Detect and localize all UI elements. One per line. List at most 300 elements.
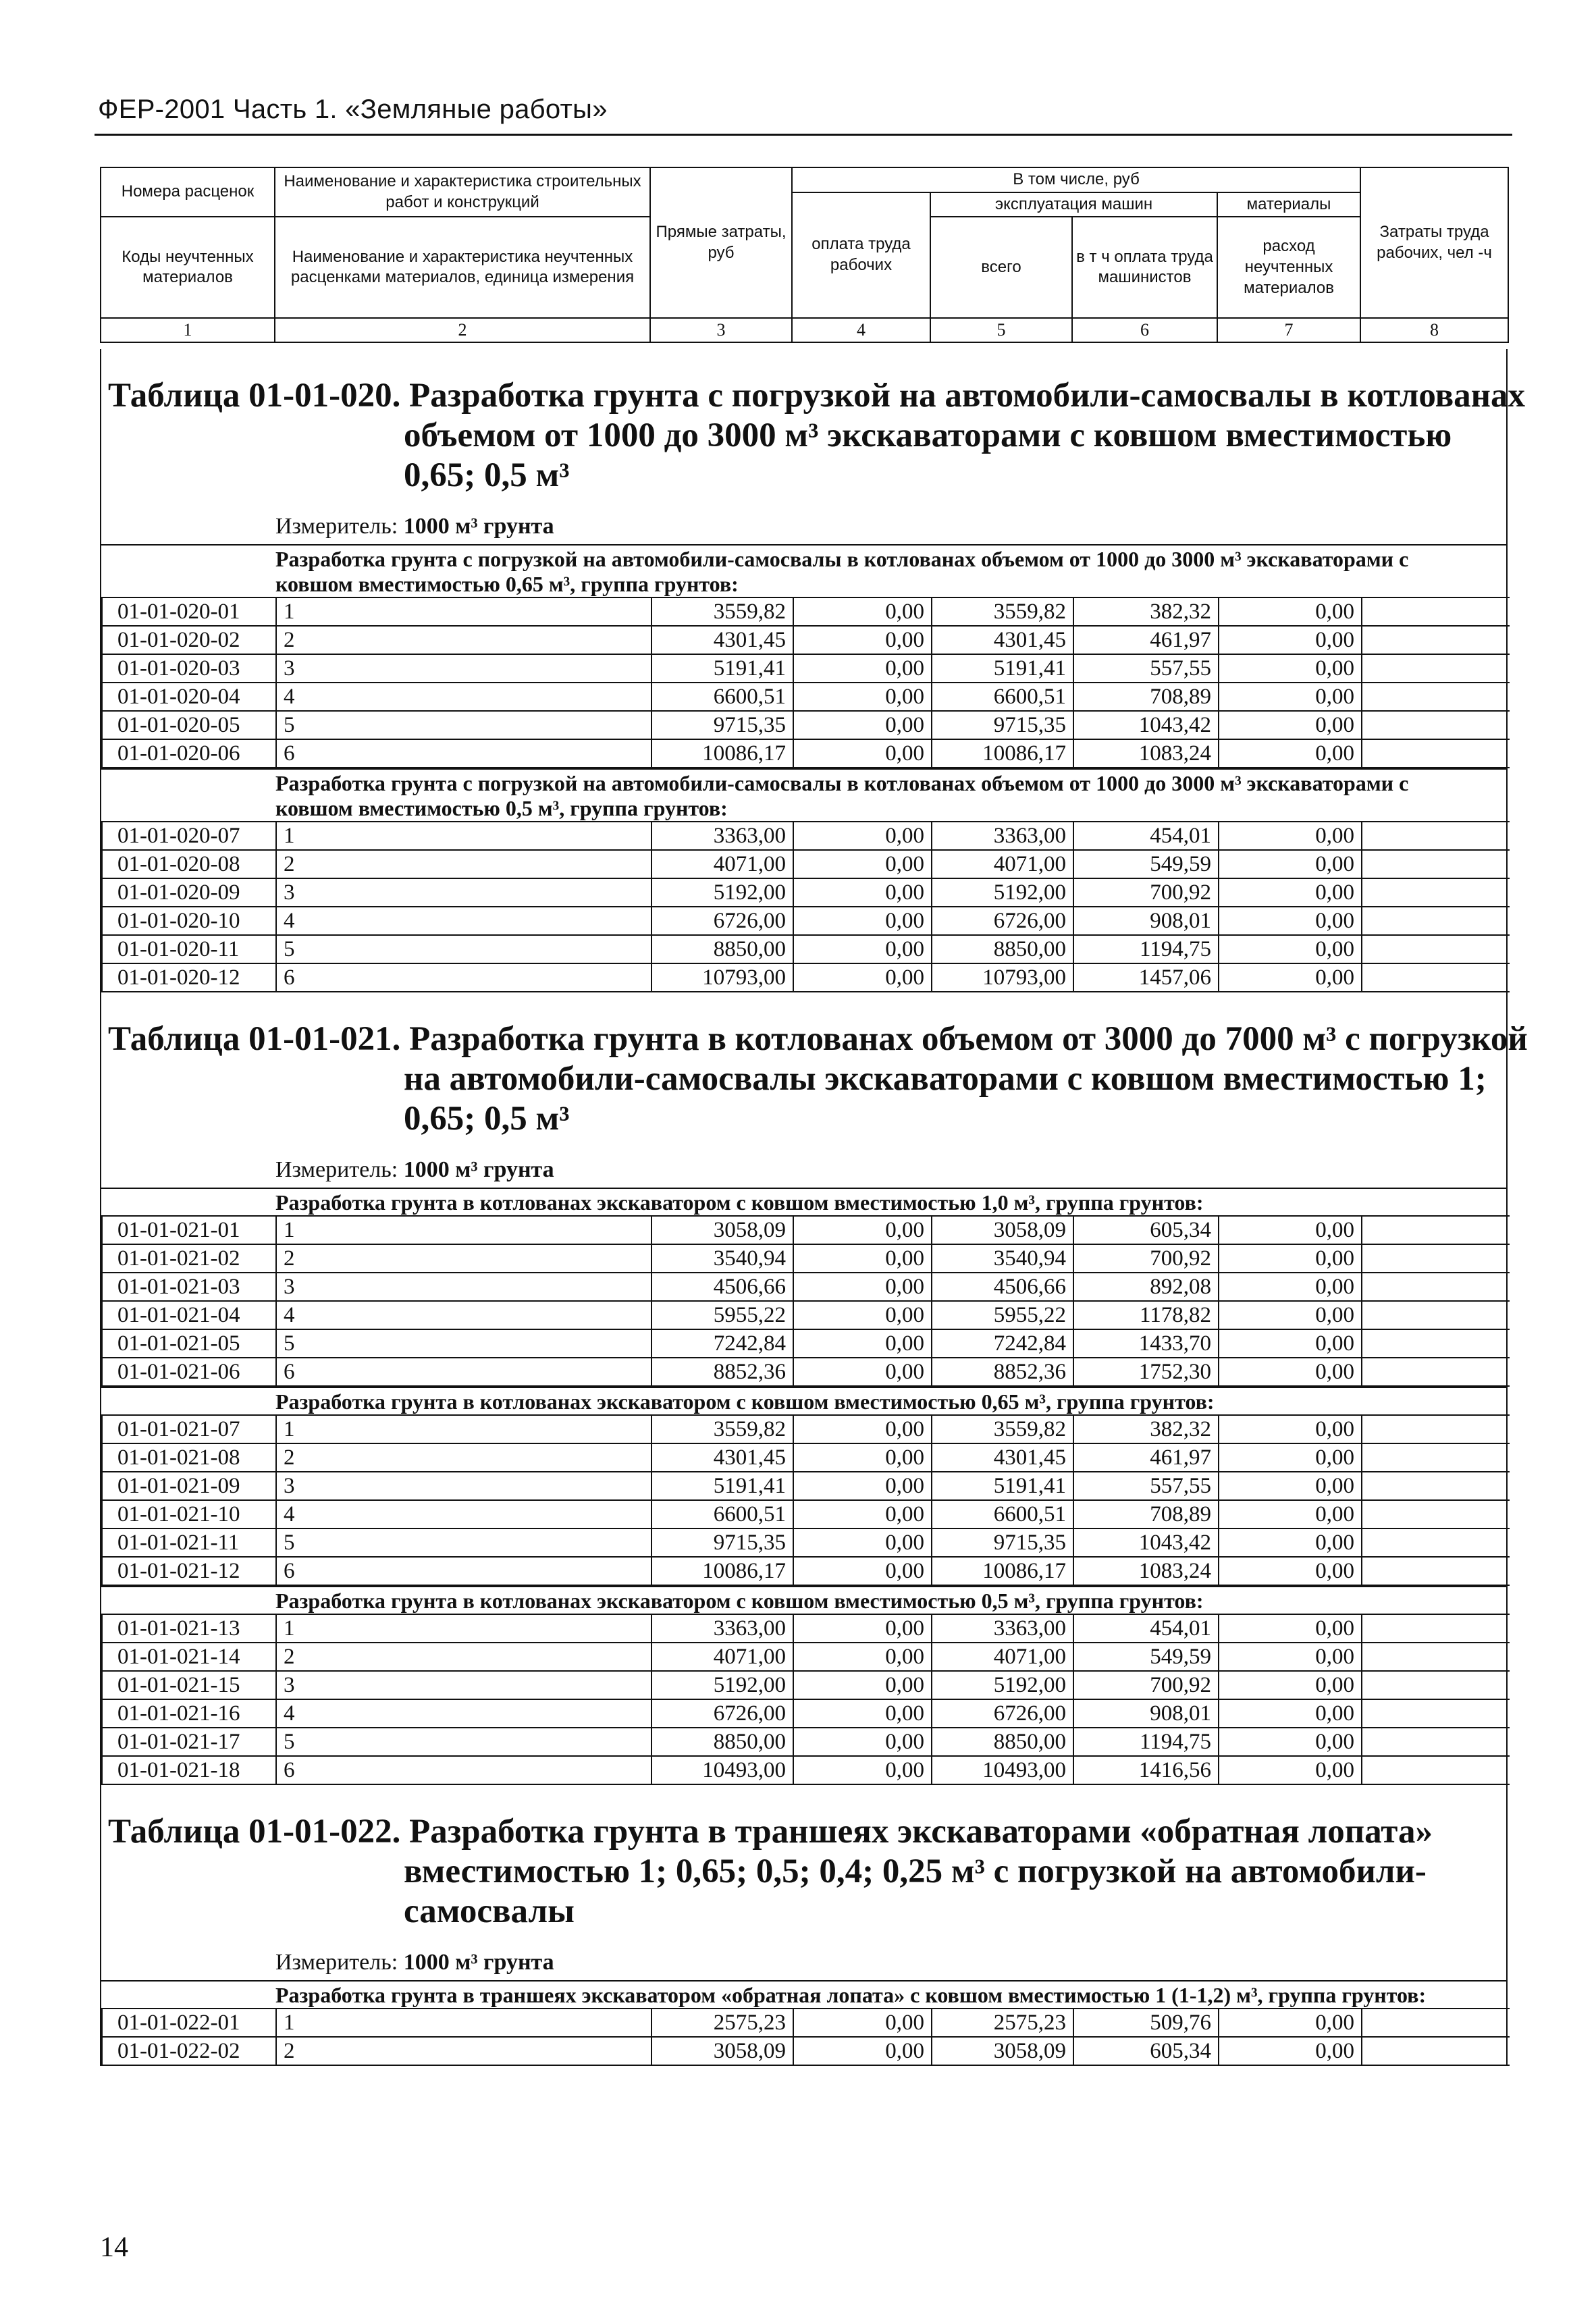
unit-of-measure xyxy=(101,502,1506,544)
table-title-line: на автомобили-самосвалы экскаваторами с ковшом вместимостью 1; xyxy=(404,1060,1487,1098)
header-rate-numbers: Номера расценок xyxy=(101,167,275,217)
table-cell: 0,00 xyxy=(793,1557,932,1585)
table-title-text: Разработка грунта в траншеях экскаваторами «обратная лопата» xyxy=(409,1813,1433,1851)
table-cell: 461,97 xyxy=(1073,1443,1219,1472)
header-machinist-pay: в т ч оплата труда машинистов xyxy=(1072,217,1217,318)
table-row xyxy=(102,1273,1510,1301)
table-cell: 8850,00 xyxy=(651,935,793,963)
table-cell: 454,01 xyxy=(1073,1614,1219,1643)
table-cell: 0,00 xyxy=(1219,1671,1362,1699)
table-cell: 5 xyxy=(276,1329,651,1358)
table-cell xyxy=(1362,963,1510,992)
table-cell xyxy=(1362,1472,1510,1500)
table-row xyxy=(102,654,1510,683)
table-cell: 0,00 xyxy=(793,597,932,626)
table-cell: 454,01 xyxy=(1073,822,1219,850)
table-cell: 0,00 xyxy=(793,1216,932,1244)
table-cell: 01-01-021-07 xyxy=(102,1415,276,1443)
table-cell: 708,89 xyxy=(1073,1500,1219,1528)
table-cell: 01-01-021-06 xyxy=(102,1358,276,1386)
table-row xyxy=(102,1443,1510,1472)
table-cell: 0,00 xyxy=(793,1301,932,1329)
table-cell: 0,00 xyxy=(1219,907,1362,935)
table-cell: 01-01-021-17 xyxy=(102,1728,276,1756)
table-cell: 5191,41 xyxy=(651,654,793,683)
table-cell: 1 xyxy=(276,1216,651,1244)
table-cell: 2 xyxy=(276,1244,651,1273)
table-cell: 4506,66 xyxy=(651,1273,793,1301)
table-cell: 0,00 xyxy=(1219,878,1362,907)
table-cell xyxy=(1362,1358,1510,1386)
table-cell: 9715,35 xyxy=(932,711,1073,739)
table-row xyxy=(102,878,1510,907)
table-row xyxy=(102,1528,1510,1557)
table-cell: 0,00 xyxy=(793,1614,932,1643)
table-cell: 10086,17 xyxy=(932,739,1073,768)
running-head: ФЕР-2001 Часть 1. «Земляные работы» xyxy=(98,95,608,124)
table-cell: 0,00 xyxy=(1219,2009,1362,2037)
table-cell: 0,00 xyxy=(793,878,932,907)
table-cell: 0,00 xyxy=(1219,1500,1362,1528)
table-cell: 01-01-020-07 xyxy=(102,822,276,850)
unit-of-measure xyxy=(101,1146,1506,1188)
table-cell: 2575,23 xyxy=(932,2009,1073,2037)
col-number: 7 xyxy=(1217,318,1360,342)
table-cell: 01-01-020-06 xyxy=(102,739,276,768)
unit-label: Измеритель: xyxy=(275,1157,398,1182)
table-row xyxy=(102,1415,1510,1443)
group-heading: Разработка грунта с погрузкой на автомобили-самосвалы в котлованах объемом от 1000 до 3000 м³ экскаваторами с ковшом вместимостью 0,65 м³, группа грунтов: xyxy=(101,544,1506,597)
table-cell: 4 xyxy=(276,683,651,711)
table-cell: 1 xyxy=(276,1614,651,1643)
table-cell xyxy=(1362,1500,1510,1528)
table-cell: 4071,00 xyxy=(651,1643,793,1671)
table-cell: 01-01-021-01 xyxy=(102,1216,276,1244)
table-row xyxy=(102,822,1510,850)
table-title-line xyxy=(108,1812,1499,1852)
table-cell: 3 xyxy=(276,1671,651,1699)
table-cell: 0,00 xyxy=(793,1443,932,1472)
table-cell: 1 xyxy=(276,822,651,850)
table-cell: 2 xyxy=(276,1643,651,1671)
table-row xyxy=(102,1500,1510,1528)
table-row xyxy=(102,739,1510,768)
table-cell: 3559,82 xyxy=(651,597,793,626)
table-cell: 0,00 xyxy=(1219,850,1362,878)
table-cell: 0,00 xyxy=(793,2009,932,2037)
table-cell xyxy=(1362,2037,1510,2065)
table-cell: 2 xyxy=(276,2037,651,2065)
table-cell: 01-01-021-12 xyxy=(102,1557,276,1585)
table-cell: 01-01-020-04 xyxy=(102,683,276,711)
table-cell xyxy=(1362,1728,1510,1756)
table-cell: 1752,30 xyxy=(1073,1358,1219,1386)
header-rule xyxy=(95,134,1512,136)
price-table-section xyxy=(100,1785,1508,2066)
table-cell: 0,00 xyxy=(1219,1756,1362,1784)
table-cell: 461,97 xyxy=(1073,626,1219,654)
table-row xyxy=(102,1216,1510,1244)
table-cell: 3363,00 xyxy=(651,822,793,850)
header-labor-cost: Затраты труда рабочих, чел -ч xyxy=(1360,167,1508,318)
table-cell: 4071,00 xyxy=(932,850,1073,878)
table-cell: 9715,35 xyxy=(932,1528,1073,1557)
table-cell: 0,00 xyxy=(793,1756,932,1784)
table-cell: 4301,45 xyxy=(651,626,793,654)
table-cell: 0,00 xyxy=(1219,1216,1362,1244)
table-cell: 0,00 xyxy=(793,1273,932,1301)
table-cell: 5191,41 xyxy=(932,654,1073,683)
table-row xyxy=(102,1244,1510,1273)
table-cell xyxy=(1362,850,1510,878)
table-title xyxy=(101,992,1528,1146)
table-title-line xyxy=(108,376,1526,416)
table-cell: 5192,00 xyxy=(651,1671,793,1699)
table-cell: 382,32 xyxy=(1073,597,1219,626)
table-cell: 0,00 xyxy=(1219,654,1362,683)
table-cell: 4301,45 xyxy=(932,1443,1073,1472)
table-cell: 0,00 xyxy=(793,1358,932,1386)
table-cell: 4301,45 xyxy=(651,1443,793,1472)
table-cell xyxy=(1362,739,1510,768)
table-cell xyxy=(1362,683,1510,711)
table-cell: 0,00 xyxy=(1219,597,1362,626)
table-cell: 1 xyxy=(276,1415,651,1443)
table-cell: 01-01-020-02 xyxy=(102,626,276,654)
table-cell: 6726,00 xyxy=(932,1699,1073,1728)
table-cell: 3 xyxy=(276,878,651,907)
table-row xyxy=(102,850,1510,878)
table-cell: 0,00 xyxy=(793,850,932,878)
table-cell: 8850,00 xyxy=(651,1728,793,1756)
page-number: 14 xyxy=(100,2232,128,2263)
table-cell: 0,00 xyxy=(793,963,932,992)
table-cell: 1194,75 xyxy=(1073,1728,1219,1756)
table-cell: 3058,09 xyxy=(651,1216,793,1244)
table-cell: 5955,22 xyxy=(932,1301,1073,1329)
group-heading: Разработка грунта в котлованах экскаватором с ковшом вместимостью 0,65 м³, группа грунтов: xyxy=(101,1387,1506,1414)
table-cell: 0,00 xyxy=(1219,1728,1362,1756)
price-table-section xyxy=(100,349,1526,992)
table-cell: 0,00 xyxy=(1219,1358,1362,1386)
table-cell: 0,00 xyxy=(1219,1329,1362,1358)
unit-value: 1000 м³ грунта xyxy=(403,1157,554,1182)
table-cell: 01-01-021-08 xyxy=(102,1443,276,1472)
table-cell xyxy=(1362,878,1510,907)
table-number: Таблица 01-01-021. xyxy=(108,1020,401,1058)
table-cell: 605,34 xyxy=(1073,2037,1219,2065)
table-title-line: объемом от 1000 до 3000 м³ экскаваторами с ковшом вместимостью xyxy=(404,417,1452,454)
table-cell: 5191,41 xyxy=(932,1472,1073,1500)
table-cell: 01-01-022-01 xyxy=(102,2009,276,2037)
table-cell: 1 xyxy=(276,597,651,626)
table-cell: 10086,17 xyxy=(651,1557,793,1585)
price-tables xyxy=(100,349,1528,2066)
table-cell: 10493,00 xyxy=(651,1756,793,1784)
header-machines-total: всего xyxy=(930,217,1072,318)
table-cell xyxy=(1362,1216,1510,1244)
table-cell: 908,01 xyxy=(1073,1699,1219,1728)
table-cell xyxy=(1362,1329,1510,1358)
table-cell: 10493,00 xyxy=(932,1756,1073,1784)
table-cell xyxy=(1362,1643,1510,1671)
table-cell: 01-01-021-16 xyxy=(102,1699,276,1728)
header-material-names: Наименование и характеристика неучтенных расценками материалов, единица измерения xyxy=(275,217,650,318)
table-title xyxy=(101,349,1526,502)
table-title-line: вместимостью 1; 0,65; 0,5; 0,4; 0,25 м³ с погрузкой на автомобили- xyxy=(404,1853,1427,1890)
col-number: 8 xyxy=(1360,318,1508,342)
table-cell: 700,92 xyxy=(1073,1671,1219,1699)
table-cell: 01-01-021-13 xyxy=(102,1614,276,1643)
table-cell: 0,00 xyxy=(1219,1614,1362,1643)
table-cell: 700,92 xyxy=(1073,878,1219,907)
table-cell: 6 xyxy=(276,963,651,992)
table-row xyxy=(102,1472,1510,1500)
table-cell: 5192,00 xyxy=(932,878,1073,907)
table-cell: 0,00 xyxy=(1219,1472,1362,1500)
header-labor-pay: оплата труда рабочих xyxy=(792,192,930,319)
table-cell: 0,00 xyxy=(1219,1244,1362,1273)
table-cell: 0,00 xyxy=(793,2037,932,2065)
table-cell: 6600,51 xyxy=(651,1500,793,1528)
table-row xyxy=(102,2009,1510,2037)
table-cell: 0,00 xyxy=(793,1671,932,1699)
table-cell: 10793,00 xyxy=(651,963,793,992)
rates-table xyxy=(101,597,1510,768)
table-title-line: самосвалы xyxy=(404,1892,575,1930)
table-cell: 0,00 xyxy=(793,822,932,850)
table-title-line: 0,65; 0,5 м³ xyxy=(404,456,570,494)
table-cell xyxy=(1362,1756,1510,1784)
table-cell: 8850,00 xyxy=(932,1728,1073,1756)
table-cell: 6 xyxy=(276,739,651,768)
table-cell: 0,00 xyxy=(793,1244,932,1273)
table-cell: 10086,17 xyxy=(651,739,793,768)
header-direct-costs: Прямые затраты, руб xyxy=(650,167,792,318)
col-number: 1 xyxy=(101,318,275,342)
table-cell: 1043,42 xyxy=(1073,1528,1219,1557)
table-cell: 4 xyxy=(276,907,651,935)
table-cell xyxy=(1362,597,1510,626)
table-row xyxy=(102,683,1510,711)
table-cell: 01-01-021-11 xyxy=(102,1528,276,1557)
table-cell: 0,00 xyxy=(793,739,932,768)
table-cell: 0,00 xyxy=(1219,1301,1362,1329)
table-row xyxy=(102,1557,1510,1585)
rates-table xyxy=(101,1215,1510,1387)
table-row xyxy=(102,597,1510,626)
table-row xyxy=(102,1699,1510,1728)
table-cell: 0,00 xyxy=(793,1643,932,1671)
table-cell: 01-01-020-11 xyxy=(102,935,276,963)
table-cell: 01-01-020-01 xyxy=(102,597,276,626)
table-cell: 700,92 xyxy=(1073,1244,1219,1273)
table-cell xyxy=(1362,1528,1510,1557)
table-cell: 4 xyxy=(276,1699,651,1728)
table-cell: 0,00 xyxy=(1219,963,1362,992)
table-cell: 0,00 xyxy=(1219,935,1362,963)
unit-value: 1000 м³ грунта xyxy=(403,514,554,539)
header-machines: эксплуатация машин xyxy=(930,192,1217,217)
table-cell: 0,00 xyxy=(1219,2037,1362,2065)
table-title-line: 0,65; 0,5 м³ xyxy=(404,1100,570,1138)
table-cell: 0,00 xyxy=(1219,1557,1362,1585)
table-cell: 4301,45 xyxy=(932,626,1073,654)
table-cell: 0,00 xyxy=(1219,739,1362,768)
table-cell: 01-01-021-02 xyxy=(102,1244,276,1273)
table-cell: 1457,06 xyxy=(1073,963,1219,992)
table-cell: 01-01-020-05 xyxy=(102,711,276,739)
table-cell: 7242,84 xyxy=(932,1329,1073,1358)
table-number: Таблица 01-01-020. xyxy=(108,377,401,415)
table-cell: 3 xyxy=(276,1472,651,1500)
table-cell: 0,00 xyxy=(793,683,932,711)
table-cell xyxy=(1362,711,1510,739)
unit-label: Измеритель: xyxy=(275,514,398,539)
price-table-section xyxy=(100,992,1528,1785)
table-cell: 3559,82 xyxy=(932,597,1073,626)
group-heading: Разработка грунта в траншеях экскаватором «обратная лопата» с ковшом вместимостью 1 (1-1,2) м³, группа грунтов: xyxy=(101,1980,1506,2008)
table-cell: 3540,94 xyxy=(932,1244,1073,1273)
table-number: Таблица 01-01-022. xyxy=(108,1813,401,1851)
unit-of-measure xyxy=(101,1938,1506,1980)
rates-table xyxy=(101,821,1510,992)
column-header-table xyxy=(100,167,1509,343)
col-number: 6 xyxy=(1072,318,1217,342)
table-cell: 4 xyxy=(276,1500,651,1528)
table-cell: 01-01-020-10 xyxy=(102,907,276,935)
table-cell: 3 xyxy=(276,654,651,683)
col-number: 5 xyxy=(930,318,1072,342)
table-cell: 2575,23 xyxy=(651,2009,793,2037)
table-cell: 0,00 xyxy=(793,1415,932,1443)
table-cell: 708,89 xyxy=(1073,683,1219,711)
table-title-text: Разработка грунта в котлованах объемом от 3000 до 7000 м³ с погрузкой xyxy=(409,1020,1528,1058)
table-row xyxy=(102,935,1510,963)
table-cell: 6 xyxy=(276,1358,651,1386)
table-cell xyxy=(1362,1244,1510,1273)
table-cell: 908,01 xyxy=(1073,907,1219,935)
table-row xyxy=(102,1358,1510,1386)
table-cell: 549,59 xyxy=(1073,1643,1219,1671)
table-cell: 5955,22 xyxy=(651,1301,793,1329)
table-cell: 892,08 xyxy=(1073,1273,1219,1301)
header-including: В том числе, руб xyxy=(792,167,1360,192)
header-materials-consumption: расход неучтенных материалов xyxy=(1217,217,1360,318)
table-cell: 0,00 xyxy=(1219,1699,1362,1728)
table-cell: 1433,70 xyxy=(1073,1329,1219,1358)
table-row xyxy=(102,2037,1510,2065)
table-cell: 1416,56 xyxy=(1073,1756,1219,1784)
table-cell: 01-01-021-14 xyxy=(102,1643,276,1671)
header-work-name: Наименование и характеристика строительных работ и конструкций xyxy=(275,167,650,217)
table-cell: 6600,51 xyxy=(651,683,793,711)
table-cell xyxy=(1362,1443,1510,1472)
table-cell: 1083,24 xyxy=(1073,1557,1219,1585)
table-cell: 1043,42 xyxy=(1073,711,1219,739)
table-cell xyxy=(1362,1614,1510,1643)
table-cell: 01-01-020-08 xyxy=(102,850,276,878)
table-cell: 01-01-020-12 xyxy=(102,963,276,992)
table-cell xyxy=(1362,907,1510,935)
table-cell: 8852,36 xyxy=(651,1358,793,1386)
table-cell xyxy=(1362,822,1510,850)
table-row xyxy=(102,907,1510,935)
table-cell: 6600,51 xyxy=(932,683,1073,711)
table-cell: 0,00 xyxy=(793,907,932,935)
table-cell xyxy=(1362,2009,1510,2037)
unit-label: Измеритель: xyxy=(275,1950,398,1975)
header-material-codes: Коды неучтенных материалов xyxy=(101,217,275,318)
table-cell: 557,55 xyxy=(1073,654,1219,683)
table-cell: 1194,75 xyxy=(1073,935,1219,963)
table-cell: 3559,82 xyxy=(651,1415,793,1443)
table-cell: 3559,82 xyxy=(932,1415,1073,1443)
table-cell: 0,00 xyxy=(793,1472,932,1500)
table-cell: 10793,00 xyxy=(932,963,1073,992)
group-heading: Разработка грунта в котлованах экскаватором с ковшом вместимостью 0,5 м³, группа грунтов: xyxy=(101,1586,1506,1614)
table-cell: 4 xyxy=(276,1301,651,1329)
table-cell xyxy=(1362,1415,1510,1443)
table-cell xyxy=(1362,1671,1510,1699)
table-cell: 0,00 xyxy=(1219,626,1362,654)
table-cell: 605,34 xyxy=(1073,1216,1219,1244)
table-cell: 1083,24 xyxy=(1073,739,1219,768)
table-cell xyxy=(1362,626,1510,654)
table-cell: 5 xyxy=(276,1728,651,1756)
table-cell: 6 xyxy=(276,1756,651,1784)
table-cell: 0,00 xyxy=(1219,1273,1362,1301)
table-cell: 0,00 xyxy=(793,1728,932,1756)
table-cell: 6600,51 xyxy=(932,1500,1073,1528)
table-cell: 0,00 xyxy=(1219,1643,1362,1671)
table-row xyxy=(102,1643,1510,1671)
table-title xyxy=(101,1785,1506,1938)
table-row xyxy=(102,1756,1510,1784)
table-cell: 0,00 xyxy=(793,1329,932,1358)
table-cell: 01-01-021-05 xyxy=(102,1329,276,1358)
table-cell: 01-01-021-10 xyxy=(102,1500,276,1528)
table-cell: 3058,09 xyxy=(932,1216,1073,1244)
table-row xyxy=(102,1671,1510,1699)
table-cell: 3 xyxy=(276,1273,651,1301)
table-cell: 0,00 xyxy=(1219,1415,1362,1443)
col-number: 2 xyxy=(275,318,650,342)
table-cell: 5192,00 xyxy=(651,878,793,907)
table-cell: 6726,00 xyxy=(651,907,793,935)
table-cell xyxy=(1362,1301,1510,1329)
table-cell xyxy=(1362,1557,1510,1585)
table-cell: 6726,00 xyxy=(932,907,1073,935)
table-cell: 8852,36 xyxy=(932,1358,1073,1386)
table-cell: 3363,00 xyxy=(932,1614,1073,1643)
header-materials: материалы xyxy=(1217,192,1360,217)
table-cell: 557,55 xyxy=(1073,1472,1219,1500)
rates-table xyxy=(101,1414,1510,1586)
table-cell: 01-01-021-04 xyxy=(102,1301,276,1329)
table-row xyxy=(102,626,1510,654)
table-cell: 7242,84 xyxy=(651,1329,793,1358)
table-cell: 0,00 xyxy=(793,1500,932,1528)
table-cell: 2 xyxy=(276,850,651,878)
table-row xyxy=(102,1728,1510,1756)
table-cell: 0,00 xyxy=(793,1528,932,1557)
unit-value: 1000 м³ грунта xyxy=(403,1950,554,1975)
table-cell: 01-01-022-02 xyxy=(102,2037,276,2065)
table-row xyxy=(102,963,1510,992)
table-cell xyxy=(1362,1699,1510,1728)
table-cell: 5 xyxy=(276,935,651,963)
